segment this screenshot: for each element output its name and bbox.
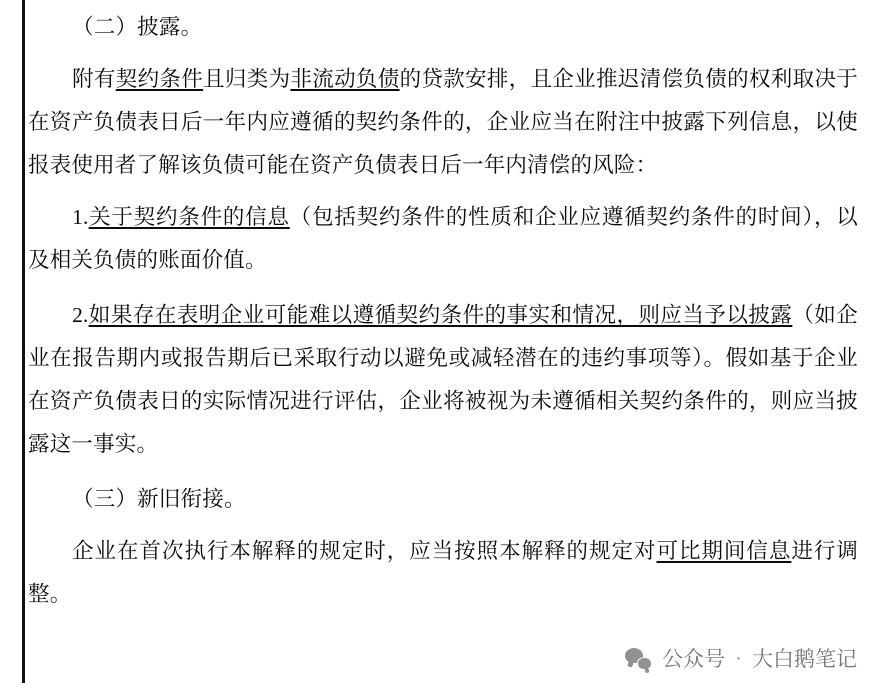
text-run: （如企业在报告期内或报告期后已采取行动以避免或减轻潜在的违约事项等）。假如基于企业在资产负债表日的实际情况进行评估，企业将被视为未遵循相关契约条件的，则应当披露这一事实。 [28,303,858,456]
document-body [28,6,858,616]
paragraph-spacer [28,49,858,58]
text-run-underlined: 可比期间信息 [656,539,792,563]
watermark [625,643,857,673]
text-run: 的贷款安排，且企业推迟清偿负债的权利取决于在资产负债表日后一年内应遵循的契约条件的，企业应当在附注中披露下列信息，以使报表使用者了解该负债可能在资产负债表日后一年内清偿的风险： [28,67,858,177]
heading-transition: （三）新旧衔接。 [72,487,246,511]
text-run-underlined: 如果存在表明企业可能难以遵循契约条件的事实和情况，则应当予以披露 [88,303,793,327]
text-run: 进行调整。 [28,539,859,606]
paragraph-transition [28,530,858,616]
text-run: 且归类为 [203,67,291,91]
paragraph-spacer [28,282,858,294]
paragraph-spacer [28,521,858,530]
text-run-underlined: 关于契约条件的信息 [88,205,290,229]
text-run: 附有 [72,67,116,91]
paragraph-spacer [28,466,858,478]
text-run: （包括契约条件的性质和企业应遵循契约条件的时间），以及相关负债的账面价值。 [28,205,858,272]
list-item-2 [28,294,858,466]
wechat-icon [625,647,652,670]
watermark-account-name: 大白鹅笔记 [752,648,857,671]
list-item-number: 2. [72,303,89,327]
watermark-prefix: 公众号 [662,648,725,671]
paragraph-covenant-classification [28,58,858,187]
paragraph-spacer [28,187,858,196]
list-item-1 [28,196,858,282]
heading-disclosure: （二）披露。 [72,15,203,39]
watermark-separator: · [735,646,742,669]
text-run: 企业在首次执行本解释的规定时，应当按照本解释的规定对 [72,539,657,563]
text-run-underlined: 契约条件 [115,67,204,91]
page-left-rule [22,0,25,683]
list-item-number: 1. [72,205,89,229]
text-run-underlined: 非流动负债 [290,67,400,91]
